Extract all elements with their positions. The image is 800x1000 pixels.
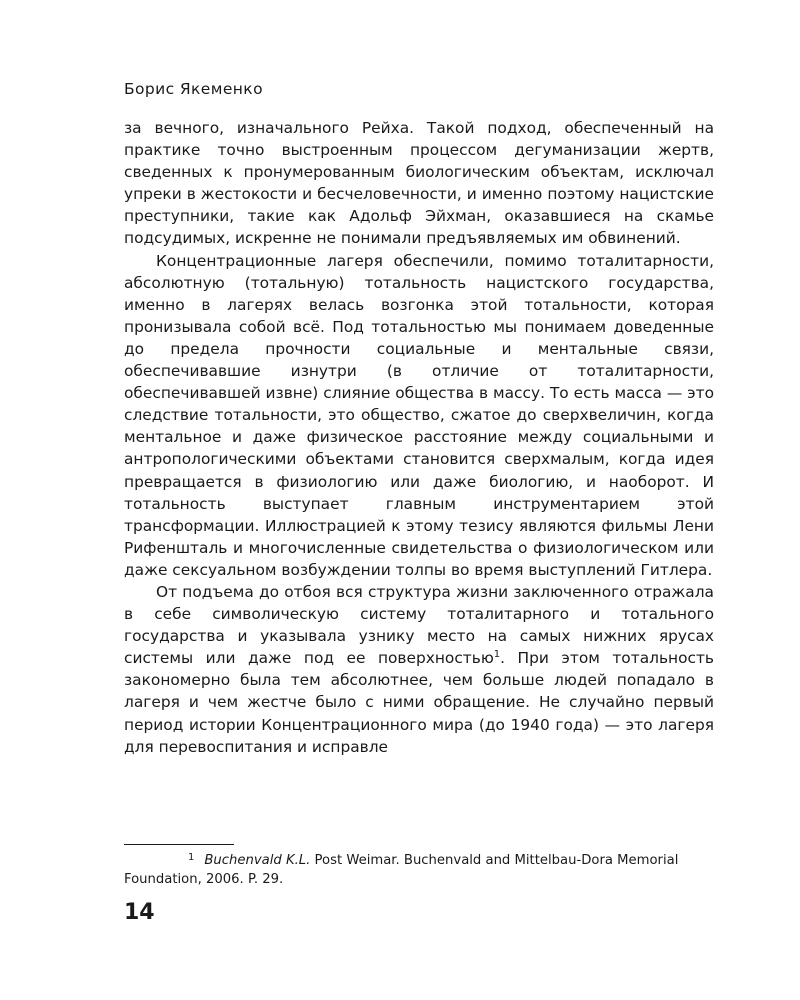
footnote-marker: 1	[188, 852, 195, 863]
page-number: 14	[124, 900, 155, 925]
footnote-reference: 1	[493, 649, 501, 661]
paragraph-2: Концентрационные лагеря обеспечили, помимо тоталитарности, абсолютную (тотальную) тотальность нацистского государства, именно в лагерях велась возгонка этой тотальности, которая пронизывала собой всё. Под тотальностью мы понимаем доведенные до предела прочности социальные и ментальные связи, обеспечивавшие изнутри (в отличие от тоталитарности, обеспечивавшей извне) слияние общества в массу. То есть масса — это следствие тотальности, это общество, сжатое до сверхвеличин, когда ментальное и даже физическое расстояние между социальными и антропологическими объектами становится сверхмалым, когда идея превращается в физиологию или даже биологию, и наоборот. И тотальность выступает главным инструментарием этой трансформации. Иллюстрацией к этому тезису являются фильмы Лени Рифеншталь и многочисленные свидетельства о физиологическом или даже сексуальном возбуждении толпы во время выступлений Гитлера.	[124, 251, 714, 579]
paragraph-3-continuation: . При этом тотальность закономерно была тем абсолютнее, чем больше людей попадало в лагеря и чем жестче было с ними обращение. Не случайно первый период истории Концентрационного мира (до 1940 года) — это лагеря для перевоспитания и исправле	[124, 649, 715, 756]
paragraph-3-text: От подъема до отбоя вся структура жизни заключенного отражала в себе символическую систему тоталитарного и тотального государства и указывала узнику место на самых нижних ярусах системы или даже под ее поверхностью	[124, 582, 714, 668]
footnote	[124, 851, 714, 889]
body-text	[124, 117, 714, 758]
footnote-text: Post Weimar. Buchenvald and Mittelbau-Dora Memorial Foundation, 2006. P. 29.	[124, 853, 679, 887]
footnote-author: Buchenvald K.L.	[204, 853, 311, 868]
footnote-separator	[124, 844, 234, 845]
running-head: Борис Якеменко	[124, 80, 263, 98]
paragraph-3	[124, 581, 714, 758]
paragraph-1: за вечного, изначального Рейха. Такой подход, обеспеченный на практике точно выстроенным процессом дегуманизации жертв, сведенных к пронумерованным биологическим объектам, исключал упреки в жестокости и бесчеловечности, и именно поэтому нацистские преступники, такие как Адольф Эйхман, оказавшиеся на скамье подсудимых, искренне не понимали предъявляемых им обвинений.	[124, 119, 714, 248]
